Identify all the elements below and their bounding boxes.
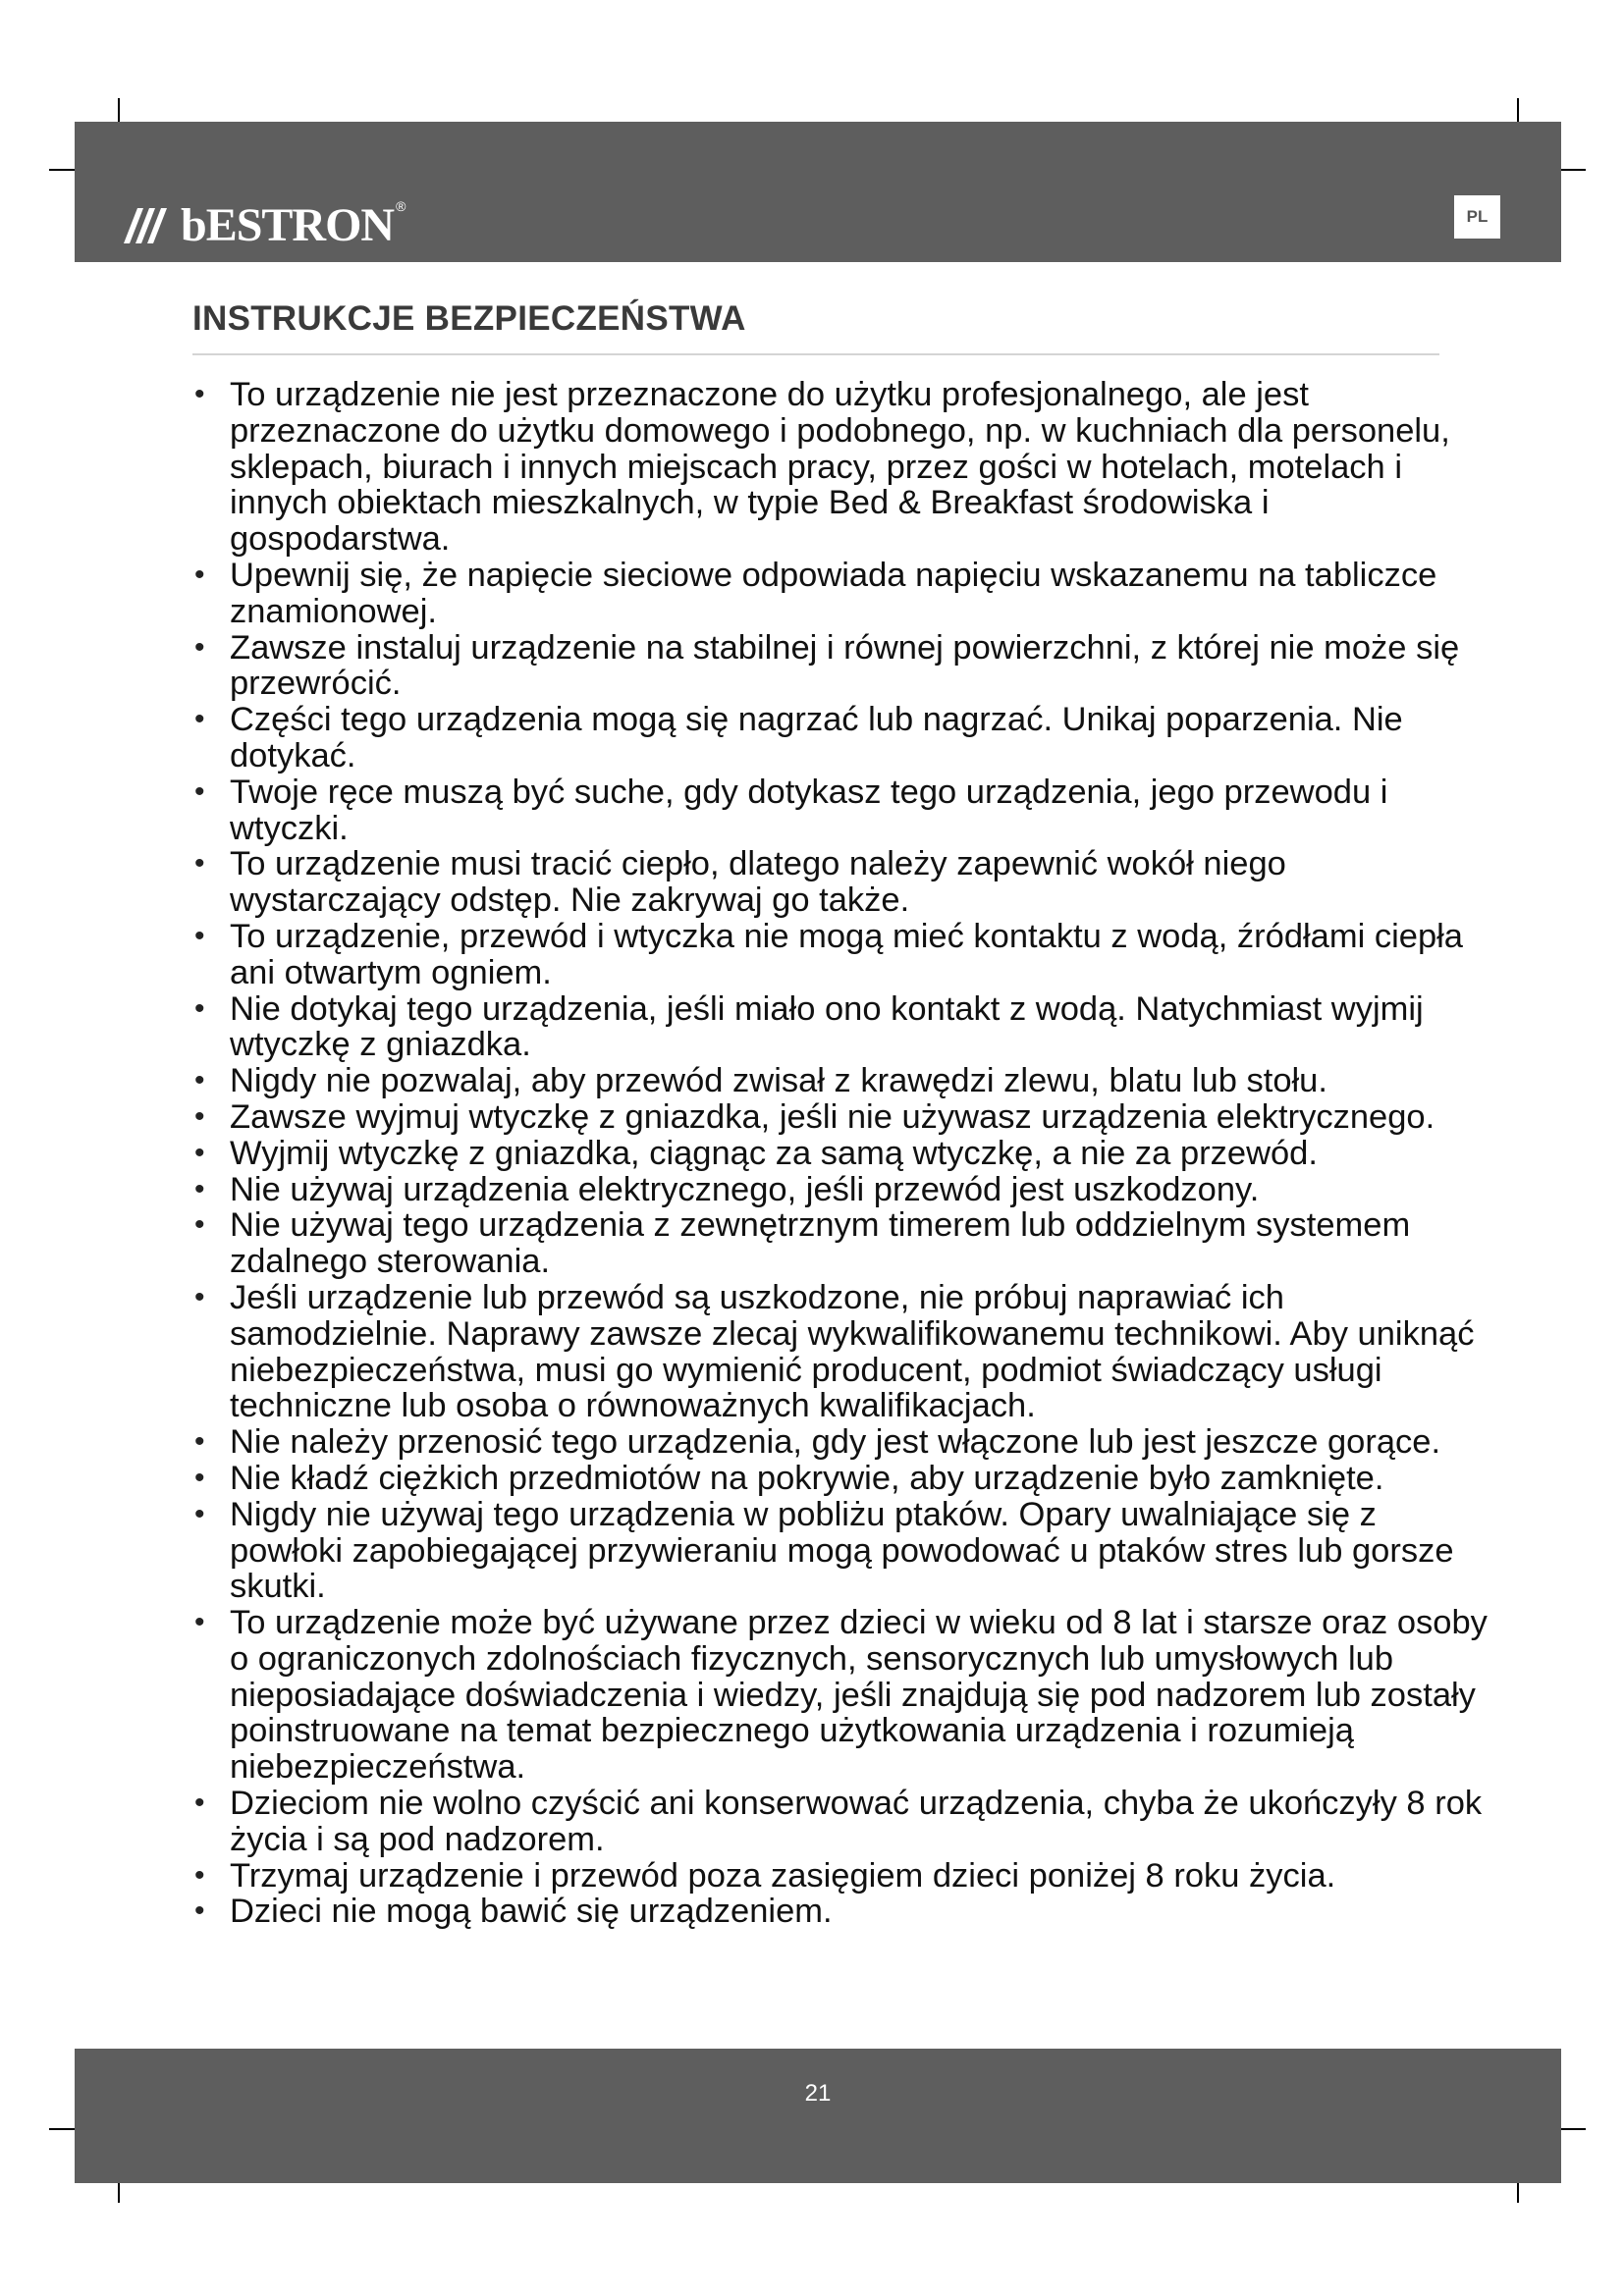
language-badge: PL [1454,195,1500,239]
footer-bar [75,2049,1561,2183]
list-item: • Zawsze instaluj urządzenie na stabilnej i równej powierzchni, z której nie może się przewrócić. [192,630,1498,703]
safety-instructions [192,377,1498,2046]
brand-name: bESTRON [181,199,395,251]
list-item: • Nie kładź ciężkich przedmiotów na pokrywie, aby urządzenie było zamknięte. [192,1461,1498,1497]
section-title: INSTRUKCJE BEZPIECZEŃSTWA [192,299,746,338]
list-item: • Nie należy przenosić tego urządzenia, gdy jest włączone lub jest jeszcze gorące. [192,1424,1498,1461]
list-item: • Upewnij się, że napięcie sieciowe odpowiada napięciu wskazanemu na tabliczce znamionowej. [192,558,1498,630]
list-item: • Twoje ręce muszą być suche, gdy dotykasz tego urządzenia, jego przewodu i wtyczki. [192,774,1498,847]
list-item: • Części tego urządzenia mogą się nagrzać lub nagrzać. Unikaj poparzenia. Nie dotykać. [192,702,1498,774]
list-item: • Nie używaj tego urządzenia z zewnętrznym timerem lub oddzielnym systemem zdalnego sterowania. [192,1207,1498,1280]
list-item: • Nigdy nie pozwalaj, aby przewód zwisał z krawędzi zlewu, blatu lub stołu. [192,1063,1498,1099]
list-item: • To urządzenie musi tracić ciepło, dlatego należy zapewnić wokół niego wystarczający odstęp. Nie zakrywaj go także. [192,846,1498,919]
title-divider [192,353,1439,355]
list-item: • Zawsze wyjmuj wtyczkę z gniazdka, jeśli nie używasz urządzenia elektrycznego. [192,1099,1498,1136]
header-bar [75,122,1561,262]
instruction-list [192,377,1498,1930]
list-item: • To urządzenie, przewód i wtyczka nie mogą mieć kontaktu z wodą, źródłami ciepła ani otwartym ogniem. [192,919,1498,991]
list-item: • Nie dotykaj tego urządzenia, jeśli miało ono kontakt z wodą. Natychmiast wyjmij wtyczkę z gniazdka. [192,991,1498,1064]
list-item: • Jeśli urządzenie lub przewód są uszkodzone, nie próbuj naprawiać ich samodzielnie. Naprawy zawsze zlecaj wykwalifikowanemu technikowi. Aby uniknąć niebezpieczeństwa, musi go wymienić producent, podmiot świadczący usługi techniczne lub osoba o równoważnych kwalifikacjach. [192,1280,1498,1424]
list-item: • Dzieciom nie wolno czyścić ani konserwować urządzenia, chyba że ukończyły 8 rok życia i są pod nadzorem. [192,1786,1498,1858]
page-number: 21 [804,2080,832,2107]
list-item: • To urządzenie może być używane przez dzieci w wieku od 8 lat i starsze oraz osoby o ograniczonych zdolnościach fizycznych, sensorycznych lub umysłowych lub nieposiadające doświadczenia i wiedzy, jeśli znajdują się pod nadzorem lub zostały poinstruowane na temat bezpiecznego użytkowania urządzenia i rozumieją niebezpieczeństwa. [192,1605,1498,1786]
list-item: • Wyjmij wtyczkę z gniazdka, ciągnąc za samą wtyczkę, a nie za przewód. [192,1136,1498,1172]
brand-logo [120,196,406,255]
list-item: • Nigdy nie używaj tego urządzenia w pobliżu ptaków. Opary uwalniające się z powłoki zapobiegającej przywieraniu mogą powodować u ptaków stres lub gorsze skutki. [192,1497,1498,1605]
list-item: • Nie używaj urządzenia elektrycznego, jeśli przewód jest uszkodzony. [192,1172,1498,1208]
list-item: • Trzymaj urządzenie i przewód poza zasięgiem dzieci poniżej 8 roku życia. [192,1858,1498,1895]
chevron-logo-icon [120,206,175,245]
registered-mark: ® [396,198,406,214]
list-item: • To urządzenie nie jest przeznaczone do użytku profesjonalnego, ale jest przeznaczone do użytku domowego i podobnego, np. w kuchniach dla personelu, sklepach, biurach i innych miejscach pracy, przez gości w hotelach, motelach i innych obiektach mieszkalnych, w typie Bed & Breakfast środowiska i gospodarstwa. [192,377,1498,558]
list-item: • Dzieci nie mogą bawić się urządzeniem. [192,1894,1498,1930]
